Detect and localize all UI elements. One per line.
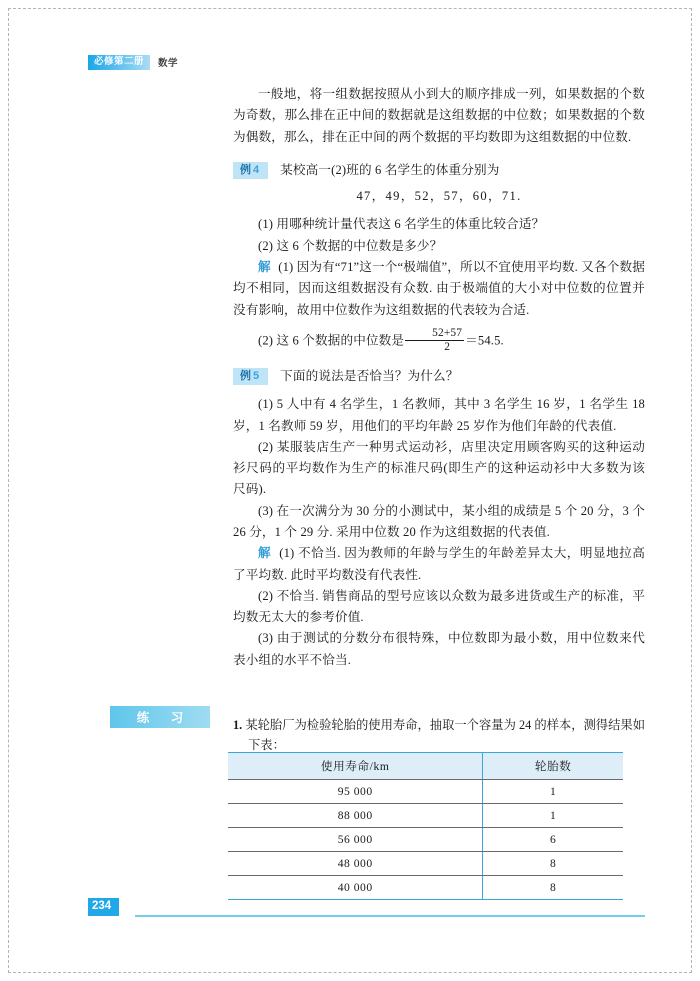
table-cell-lifetime: 40 000 bbox=[228, 876, 483, 900]
example4-answer-2 bbox=[233, 328, 645, 354]
exercise-item-number: 1. bbox=[233, 718, 243, 733]
median-fraction bbox=[405, 328, 464, 354]
example5-solution-mark: 解 bbox=[258, 546, 272, 561]
example5-question-3: (3) 在一次满分为 30 分的小测试中，某小组的成绩是 5 个 20 分，3 个 26 分，1 个 29 分. 采用中位数 20 作为这组数据的代表值. bbox=[233, 503, 645, 539]
table-cell-count: 6 bbox=[483, 828, 623, 852]
table-row bbox=[228, 828, 623, 852]
table-cell-count: 8 bbox=[483, 876, 623, 900]
footer-rule bbox=[135, 915, 645, 917]
table-header-row bbox=[228, 753, 623, 780]
example4-data-values: 47，49，52，57，60，71. bbox=[356, 189, 522, 204]
exercise-item-1 bbox=[233, 716, 645, 755]
example4-stem: 某校高一(2)班的 6 名学生的体重分别为 bbox=[280, 162, 500, 177]
tire-life-table bbox=[228, 752, 623, 900]
table-row bbox=[228, 876, 623, 900]
example5-answer-1 bbox=[233, 543, 645, 586]
example4-label-word: 例 bbox=[240, 163, 253, 176]
example5-stem-line bbox=[233, 366, 645, 387]
example5-question-1: (1) 5 人中有 4 名学生，1 名教师，其中 3 名学生 16 岁，1 名学生 18 岁，1 名教师 59 岁，用他们的平均年龄 25 岁作为他们年龄的代表值. bbox=[233, 397, 645, 433]
example5-answer-2: (2) 不恰当. 销售商品的型号应该以众数为最多进货或生产的标准，平均数无太大的参考价值. bbox=[233, 588, 645, 625]
header-subject-label: 数学 bbox=[158, 58, 179, 70]
table-cell-lifetime: 56 000 bbox=[228, 828, 483, 852]
intro-paragraph: 一般地，将一组数据按照从小到大的顺序排成一列，如果数据的个数为奇数，那么排在正中间的数据就是这组数据的中位数；如果数据的个数为偶数，那么，排在正中间的两个数据的平均数即为这组数据的中位数. bbox=[233, 87, 645, 144]
exercise-item-text: 某轮胎厂为检验轮胎的使用寿命，抽取一个容量为 24 的样本，测得结果如下表： bbox=[245, 718, 645, 752]
table-row bbox=[228, 804, 623, 828]
example5-label-number: 5 bbox=[253, 369, 262, 382]
table-cell-count: 8 bbox=[483, 852, 623, 876]
page-footer bbox=[88, 898, 645, 918]
example5-answer-3: (3) 由于测试的分数分布很特殊，中位数即为最小数，用中位数来代表小组的水平不恰当. bbox=[233, 631, 645, 667]
exercise-section-badge: 练 习 bbox=[110, 706, 210, 728]
example4-solution-mark: 解 bbox=[258, 260, 272, 275]
example5-label-word: 例 bbox=[240, 369, 253, 382]
table-cell-lifetime: 48 000 bbox=[228, 852, 483, 876]
example4-stem-line bbox=[233, 160, 645, 181]
table-header-count: 轮胎数 bbox=[483, 753, 623, 780]
table-row bbox=[228, 780, 623, 804]
example4-question-2: (2) 这 6 个数据的中位数是多少？ bbox=[258, 238, 443, 253]
example4-answer-1-text: (1) 因为有“71”这一个“极端值”，所以不宜使用平均数. 又各个数据均不相同，因而这组数据没有众数. 由于极端值的大小对中位数的位置并没有影响，故用中位数作为这组数据的代表较为合适. bbox=[233, 260, 646, 317]
table-cell-count: 1 bbox=[483, 804, 623, 828]
example5-stem: 下面的说法是否恰当？为什么？ bbox=[280, 368, 459, 383]
table-header bbox=[228, 753, 623, 780]
table-cell-lifetime: 95 000 bbox=[228, 780, 483, 804]
table-header-lifetime: 使用寿命/km bbox=[228, 753, 483, 780]
header-volume-badge: 必修第二册 bbox=[88, 55, 150, 70]
example4-label-number: 4 bbox=[253, 163, 262, 176]
example5-question-2: (2) 某服装店生产一种男式运动衫，店里决定用顾客购买的这种运动衫尺码的平均数作为生产的标准尺码(即生产的这种运动衫中大多数为该尺码). bbox=[233, 439, 645, 497]
table-row bbox=[228, 852, 623, 876]
table-body bbox=[228, 780, 623, 900]
table-cell-count: 1 bbox=[483, 780, 623, 804]
example5-label bbox=[233, 368, 268, 385]
fraction-numerator: 52+57 bbox=[405, 328, 464, 341]
fraction-denominator: 2 bbox=[444, 340, 451, 353]
page-number: 234 bbox=[88, 898, 119, 916]
example4-question-1: (1) 用哪种统计量代表这 6 名学生的体重比较合适？ bbox=[258, 217, 545, 232]
table-cell-lifetime: 88 000 bbox=[228, 804, 483, 828]
example5-answer-1-text: (1) 不恰当. 因为教师的年龄与学生的年龄差异太大，明显地拉高了平均数. 此时平均数没有代表性. bbox=[233, 546, 645, 582]
running-header bbox=[88, 55, 178, 70]
main-text-column bbox=[233, 84, 645, 671]
example4-label bbox=[233, 162, 268, 179]
example4-answer-1 bbox=[233, 257, 645, 321]
example4-answer-2-prefix: (2) 这 6 个数据的中位数是 bbox=[258, 333, 405, 348]
example4-answer-2-suffix: ＝54.5. bbox=[465, 333, 504, 348]
